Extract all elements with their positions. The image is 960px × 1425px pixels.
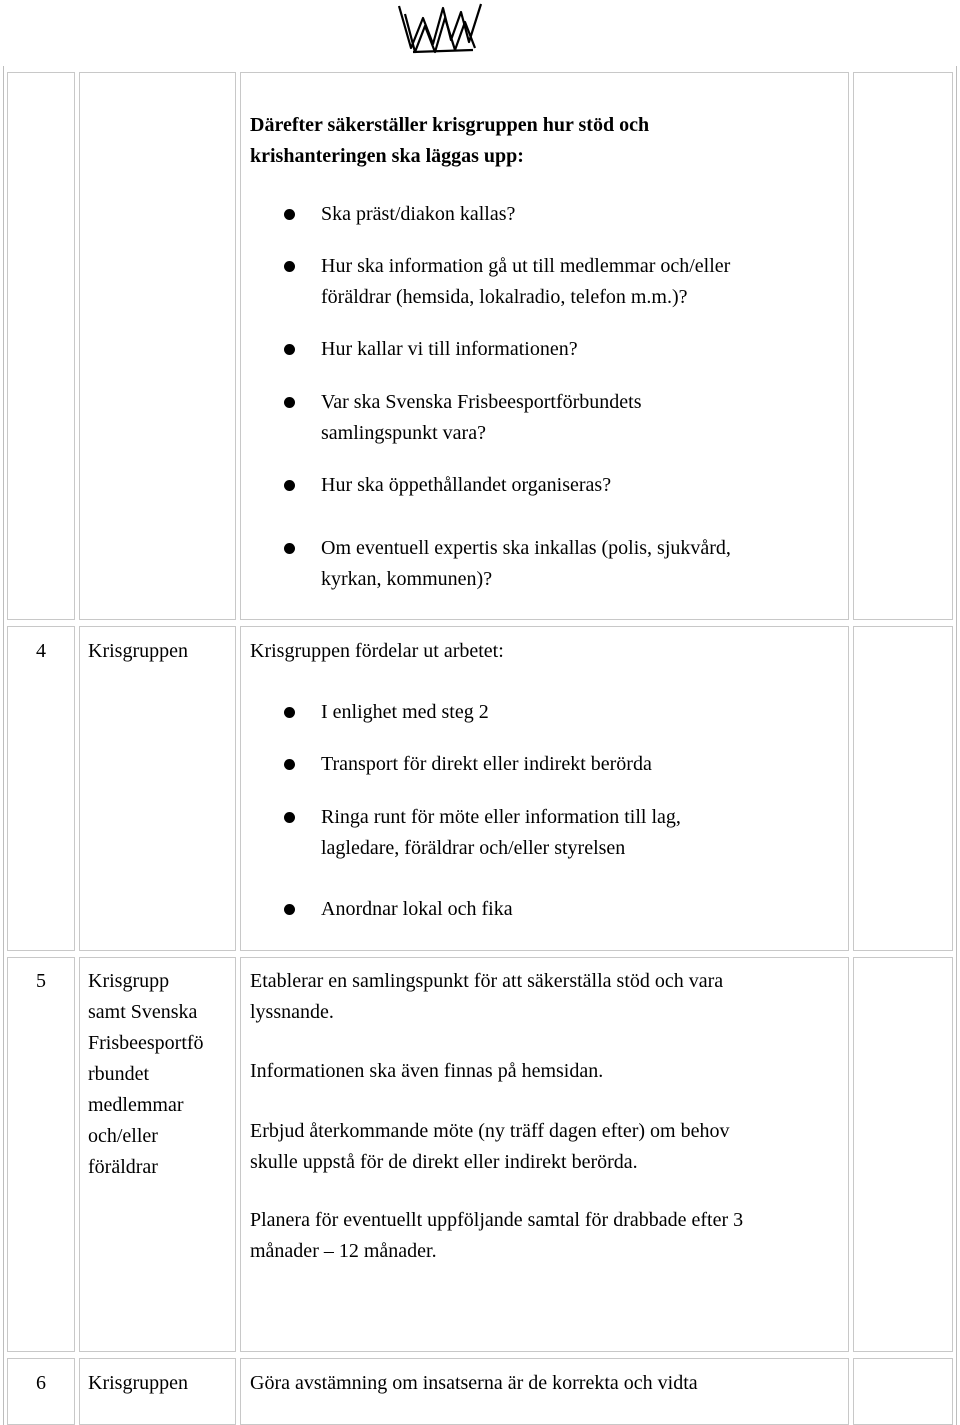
row3-intro-line: krishanteringen ska läggas upp: bbox=[250, 145, 524, 167]
bullet-icon bbox=[284, 209, 295, 220]
row4-intro: Krisgruppen fördelar ut arbetet: bbox=[250, 640, 504, 662]
row3-list-item: Om eventuell expertis ska inkallas (polis, sjukvård, bbox=[321, 537, 731, 559]
bullet-icon bbox=[284, 480, 295, 491]
row4-extra-cell bbox=[853, 626, 953, 951]
row4-number-cell bbox=[7, 626, 75, 951]
row4-number: 4 bbox=[36, 640, 46, 662]
crown-logo-icon bbox=[395, 0, 485, 56]
bullet-icon bbox=[284, 344, 295, 355]
row5-who-line: Krisgrupp bbox=[88, 970, 170, 992]
row3-number-cell bbox=[7, 72, 75, 620]
row5-paragraph-line: Planera för eventuellt uppföljande samtal för drabbade efter 3 bbox=[250, 1209, 744, 1231]
row5-number-cell bbox=[7, 957, 75, 1352]
row3-intro-line: Därefter säkerställer krisgruppen hur stöd och bbox=[250, 114, 650, 136]
row4-who: Krisgruppen bbox=[88, 640, 188, 662]
row3-list-item: Ska präst/diakon kallas? bbox=[321, 203, 516, 225]
row3-list-item: samlingspunkt vara? bbox=[321, 422, 486, 444]
row5-paragraph-line: Informationen ska även finnas på hemsidan. bbox=[250, 1060, 604, 1082]
row4-list-item: I enlighet med steg 2 bbox=[321, 701, 489, 723]
row4-list-item: Ringa runt för möte eller information till lag, bbox=[321, 806, 681, 828]
bullet-icon bbox=[284, 261, 295, 272]
row5-who-line: samt Svenska bbox=[88, 1001, 198, 1023]
row5-paragraph-line: Erbjud återkommande möte (ny träff dagen efter) om behov bbox=[250, 1120, 730, 1142]
row5-who-line: rbundet bbox=[88, 1063, 150, 1085]
bullet-icon bbox=[284, 543, 295, 554]
row3-list-item: Hur ska information gå ut till medlemmar och/eller bbox=[321, 255, 731, 277]
row3-extra-cell bbox=[853, 72, 953, 620]
row5-paragraph-line: Etablerar en samlingspunkt för att säkerställa stöd och vara bbox=[250, 970, 724, 992]
row5-extra-cell bbox=[853, 957, 953, 1352]
bullet-icon bbox=[284, 759, 295, 770]
row5-who-line: medlemmar bbox=[88, 1094, 184, 1116]
row5-who-line: Frisbeesportfö bbox=[88, 1032, 204, 1054]
row5-paragraph-line: lyssnande. bbox=[250, 1001, 334, 1023]
row5-who-line: och/eller bbox=[88, 1125, 158, 1147]
bullet-icon bbox=[284, 904, 295, 915]
row4-who-cell bbox=[79, 626, 236, 951]
row3-list-item: kyrkan, kommunen)? bbox=[321, 568, 493, 590]
row5-who-line: föräldrar bbox=[88, 1156, 158, 1178]
row3-list-item: föräldrar (hemsida, lokalradio, telefon m.m.)? bbox=[321, 286, 688, 308]
row4-list-item: lagledare, föräldrar och/eller styrelsen bbox=[321, 837, 626, 859]
row4-list-item: Transport för direkt eller indirekt berörda bbox=[321, 753, 652, 775]
row6-number: 6 bbox=[36, 1372, 46, 1394]
row3-list-item: Hur ska öppethållandet organiseras? bbox=[321, 474, 612, 496]
row3-list-item: Hur kallar vi till informationen? bbox=[321, 338, 578, 360]
bullet-icon bbox=[284, 397, 295, 408]
row3-list-item: Var ska Svenska Frisbeesportförbundets bbox=[321, 391, 642, 413]
row3-who-cell bbox=[79, 72, 236, 620]
row5-paragraph-line: månader – 12 månader. bbox=[250, 1240, 437, 1262]
row4-list-item: Anordnar lokal och fika bbox=[321, 898, 513, 920]
row6-text: Göra avstämning om insatserna är de korrekta och vidta bbox=[250, 1372, 698, 1394]
row5-paragraph-line: skulle uppstå för de direkt eller indirekt berörda. bbox=[250, 1151, 638, 1173]
row6-who: Krisgruppen bbox=[88, 1372, 188, 1394]
row5-number: 5 bbox=[36, 970, 46, 992]
row6-extra-cell bbox=[853, 1358, 953, 1425]
bullet-icon bbox=[284, 707, 295, 718]
bullet-icon bbox=[284, 812, 295, 823]
